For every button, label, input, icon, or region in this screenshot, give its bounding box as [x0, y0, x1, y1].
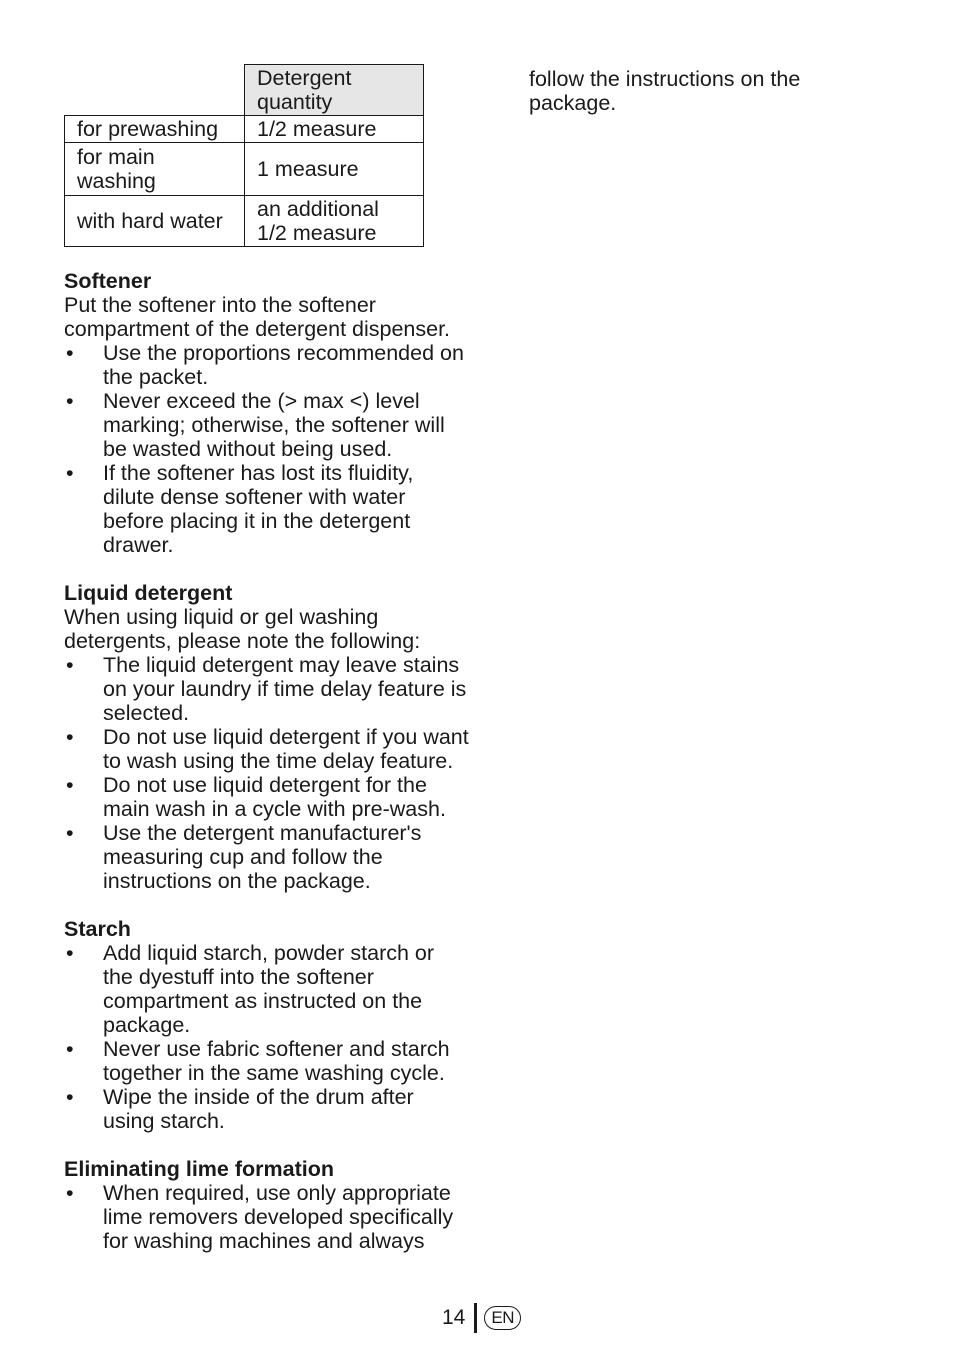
bullet-icon: • — [66, 389, 74, 413]
detergent-dosage-table — [64, 64, 424, 247]
list-item — [64, 389, 469, 461]
left-column — [64, 64, 469, 1253]
section-heading: Starch — [64, 917, 131, 941]
list-item-text: The liquid detergent may leave stains on your laundry if time delay feature is selected. — [103, 653, 467, 725]
table-cell-quantity: 1/2 measure — [245, 116, 424, 143]
list-item-text: Do not use liquid detergent for the main wash in a cycle with pre-wash. — [103, 773, 446, 821]
bullet-icon: • — [66, 341, 74, 365]
table-header-row — [65, 65, 424, 116]
list-item — [64, 821, 469, 893]
section-heading: Liquid detergent — [64, 581, 233, 605]
list-item — [64, 773, 469, 821]
language-badge: EN — [484, 1306, 521, 1330]
page-number: 14 — [442, 1306, 466, 1329]
bullet-icon: • — [66, 941, 74, 965]
bullet-icon: • — [66, 1085, 74, 1109]
section-heading: Eliminating lime formation — [64, 1157, 334, 1181]
starch-section — [64, 917, 469, 1133]
section-heading: Softener — [64, 269, 152, 293]
list-item-text: Add liquid starch, powder starch or the dyestuff into the softener compartment as instructed on the package. — [103, 941, 435, 1037]
lime-formation-section — [64, 1157, 469, 1253]
list-item — [64, 461, 469, 557]
table-cell-quantity: an additional 1/2 measure — [245, 196, 424, 247]
list-item-text: Do not use liquid detergent if you want to wash using the time delay feature. — [103, 725, 469, 773]
table-row — [65, 196, 424, 247]
bullet-icon: • — [66, 773, 74, 797]
table-cell-usage: with hard water — [65, 196, 245, 247]
list-item-text: Never exceed the (> max <) level marking; otherwise, the softener will be wasted without being used. — [103, 389, 445, 461]
table-header-empty-cell — [65, 65, 245, 116]
list-item-text: Wipe the inside of the drum after using starch. — [103, 1085, 414, 1133]
bullet-list — [64, 341, 469, 557]
bullet-icon: • — [66, 1181, 74, 1205]
section-intro: When using liquid or gel washing detergents, please note the following: — [64, 605, 421, 653]
list-item — [64, 1037, 469, 1085]
footer-divider — [474, 1303, 477, 1333]
list-item-text: Use the detergent manufacturer's measuring cup and follow the instructions on the package. — [103, 821, 422, 893]
table-cell-usage: for prewashing — [65, 116, 245, 143]
table-row — [65, 116, 424, 143]
bullet-icon: • — [66, 1037, 74, 1061]
bullet-list — [64, 653, 469, 893]
list-item-text: If the softener has lost its fluidity, dilute dense softener with water before placing it in the detergent drawer. — [103, 461, 414, 557]
bullet-icon: • — [66, 461, 74, 485]
softener-section — [64, 269, 469, 557]
list-item — [64, 941, 469, 1037]
list-item-text: When required, use only appropriate lime removers developed specifically for washing machines and always — [103, 1181, 454, 1253]
section-intro: Put the softener into the softener compartment of the detergent dispenser. — [64, 293, 451, 341]
list-item — [64, 341, 469, 389]
continuation-text: follow the instructions on the package. — [529, 67, 801, 115]
list-item-text: Never use fabric softener and starch together in the same washing cycle. — [103, 1037, 450, 1085]
list-item — [64, 1085, 469, 1133]
right-column — [529, 67, 859, 115]
bullet-icon: • — [66, 725, 74, 749]
list-item-text: Use the proportions recommended on the packet. — [103, 341, 464, 389]
liquid-detergent-section — [64, 581, 469, 893]
list-item — [64, 725, 469, 773]
list-item — [64, 653, 469, 725]
table-header-detergent-quantity: Detergent quantity — [245, 65, 424, 116]
bullet-icon: • — [66, 653, 74, 677]
list-item — [64, 1181, 469, 1253]
table-cell-quantity: 1 measure — [245, 143, 424, 196]
table-row — [65, 143, 424, 196]
bullet-list — [64, 1181, 469, 1253]
table-cell-usage: for main washing — [65, 143, 245, 196]
bullet-icon: • — [66, 821, 74, 845]
page-footer — [442, 1302, 521, 1334]
bullet-list — [64, 941, 469, 1133]
